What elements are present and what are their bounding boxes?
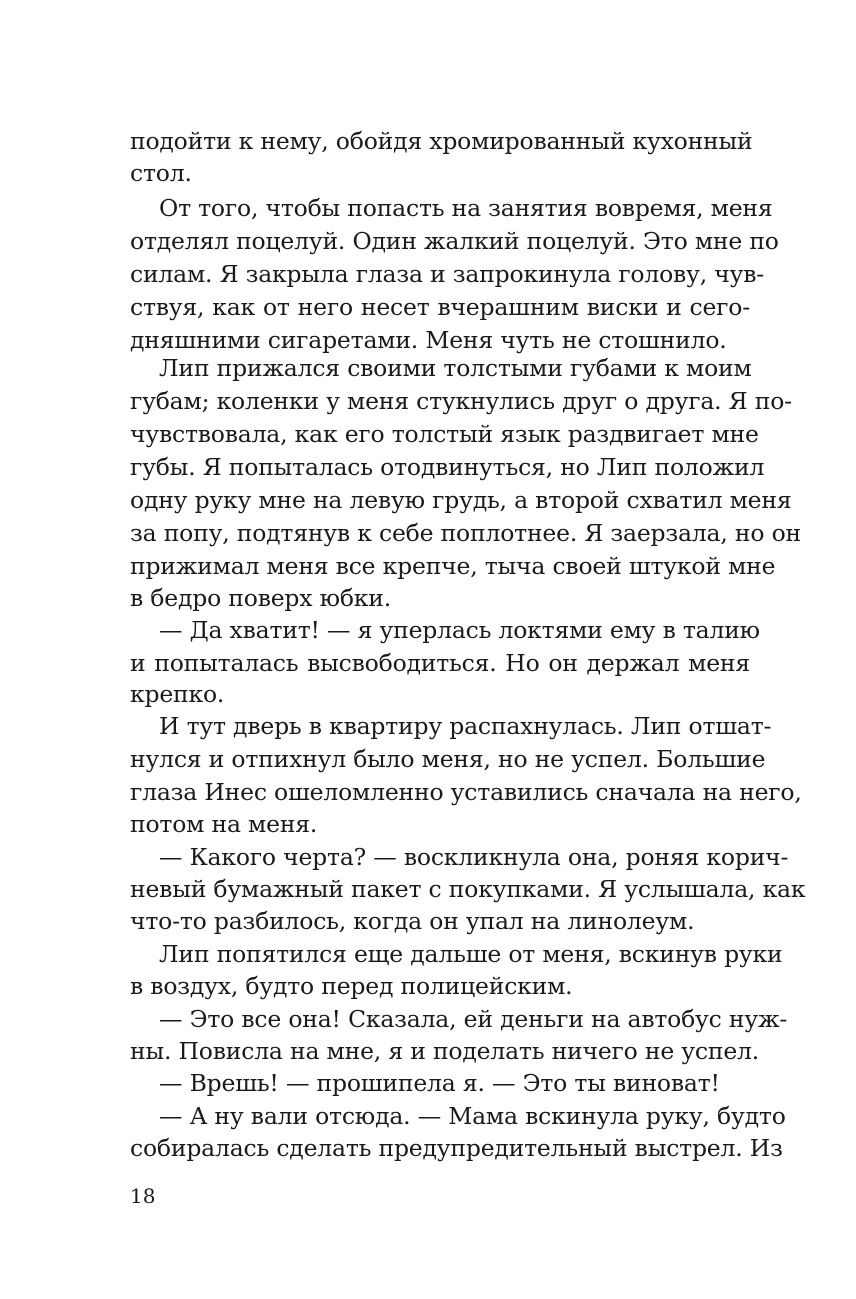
text-line: за попу, подтянув к себе поплотнее. Я заерзала, но он (130, 519, 801, 547)
text-line: и попыталась высвободиться. Но он держал меня (130, 649, 750, 677)
text-line: подойти к нему, обойдя хромированный кухонный (130, 127, 753, 155)
text-line: — Да хватит! — я уперлась локтями ему в талию (159, 616, 760, 644)
book-page (130, 0, 806, 1299)
text-line: стол. (130, 159, 192, 187)
text-line: чувствовала, как его толстый язык раздвигает мне (130, 420, 759, 448)
text-line: собиралась сделать предупредительный выстрел. Из (130, 1134, 783, 1162)
text-line: Лип попятился еще дальше от меня, вскинув руки (159, 940, 783, 968)
text-line: ствуя, как от него несет вчерашним виски и сего- (130, 293, 750, 321)
text-line: крепко. (130, 680, 225, 708)
text-line: невый бумажный пакет с покупками. Я услышала, как (130, 875, 806, 903)
text-line: — А ну вали отсюда. — Мама вскинула руку, будто (159, 1102, 786, 1130)
text-line: потом на меня. (130, 810, 318, 838)
text-line: в воздух, будто перед полицейским. (130, 972, 573, 1000)
text-line: губам; коленки у меня стукнулись друг о друга. Я по- (130, 387, 792, 415)
text-line: одну руку мне на левую грудь, а второй схватил меня (130, 486, 792, 514)
text-line: дняшними сигаретами. Меня чуть не стошнило. (130, 326, 727, 354)
text-line: И тут дверь в квартиру распахнулась. Лип отшат- (159, 712, 772, 740)
text-line: что-то разбилось, когда он упал на линолеум. (130, 907, 695, 935)
text-line: Лип прижался своими толстыми губами к моим (159, 354, 752, 382)
text-line: — Какого черта? — воскликнула она, роняя корич- (159, 843, 789, 871)
text-line: — Это все она! Сказала, ей деньги на автобус нуж- (159, 1005, 788, 1033)
text-line: глаза Инес ошеломленно уставились сначала на него, (130, 778, 802, 806)
text-line: — Врешь! — прошипела я. — Это ты виноват! (159, 1069, 720, 1097)
text-line: в бедро поверх юбки. (130, 584, 392, 612)
text-line: силам. Я закрыла глаза и запрокинула голову, чув- (130, 260, 764, 288)
text-line: отделял поцелуй. Один жалкий поцелуй. Это мне по (130, 227, 779, 255)
text-line: губы. Я попыталась отодвинуться, но Лип положил (130, 453, 765, 481)
text-line: ны. Повисла на мне, я и поделать ничего не успел. (130, 1037, 760, 1065)
text-line: От того, чтобы попасть на занятия вовремя, меня (159, 194, 773, 222)
text-line: прижимал меня все крепче, тыча своей штукой мне (130, 552, 776, 580)
page-number: 18 (130, 1184, 156, 1208)
text-line: нулся и отпихнул было меня, но не успел. Большие (130, 745, 766, 773)
